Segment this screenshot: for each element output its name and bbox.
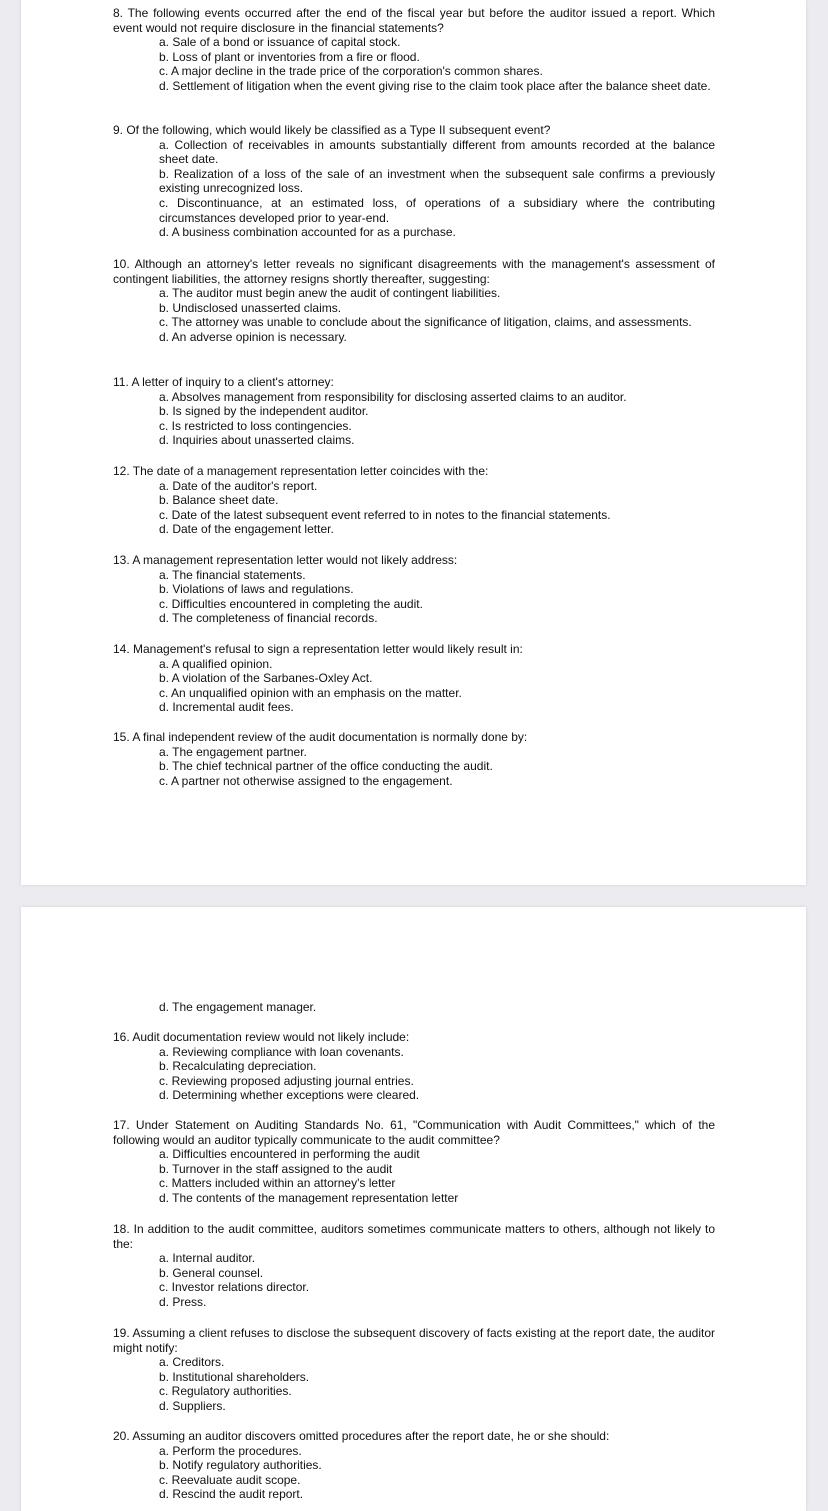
option-a: a. Collection of receivables in amounts substantially different from amounts recorded at the balance sheet date. bbox=[159, 137, 715, 167]
question-13 bbox=[113, 553, 715, 626]
option-b: b. The chief technical partner of the office conducting the audit. bbox=[159, 759, 493, 774]
option-c: c. A partner not otherwise assigned to the engagement. bbox=[159, 773, 453, 788]
answer-options bbox=[159, 35, 715, 93]
question-text: 9. Of the following, which would likely be classified as a Type II subsequent event? bbox=[113, 123, 551, 137]
question-20 bbox=[113, 1429, 715, 1502]
option-c: c. Discontinuance, at an estimated loss, of operations of a subsidiary where the contributing circumstances developed prior to year-end. bbox=[159, 195, 715, 225]
option-d: d. Determining whether exceptions were cleared. bbox=[159, 1088, 420, 1103]
option-a: a. The engagement partner. bbox=[159, 744, 307, 759]
question-text: 11. A letter of inquiry to a client's attorney: bbox=[113, 375, 334, 389]
answer-options bbox=[159, 1147, 715, 1205]
question-text: 17. Under Statement on Auditing Standards No. 61, "Communication with Audit Committees," which of the following would an auditor typically communicate to the audit committee? bbox=[113, 1118, 715, 1147]
question-19 bbox=[113, 1326, 715, 1414]
option-a: a. Internal auditor. bbox=[159, 1251, 256, 1266]
question-text: 16. Audit documentation review would not likely include: bbox=[113, 1030, 410, 1044]
question-15 bbox=[113, 730, 715, 788]
option-b: b. A violation of the Sarbanes-Oxley Act. bbox=[159, 671, 373, 686]
answer-options bbox=[159, 657, 715, 715]
answer-options bbox=[159, 479, 715, 537]
option-d: d. Inquiries about unasserted claims. bbox=[159, 433, 355, 448]
question-11 bbox=[113, 375, 715, 448]
question-text: 20. Assuming an auditor discovers omitted procedures after the report date, he or she should: bbox=[113, 1429, 610, 1443]
option-b: b. Institutional shareholders. bbox=[159, 1369, 310, 1384]
option-b: b. Balance sheet date. bbox=[159, 493, 279, 508]
question-text: 14. Management's refusal to sign a representation letter would likely result in: bbox=[113, 642, 523, 656]
question-17 bbox=[113, 1118, 715, 1206]
option-c: c. Is restricted to loss contingencies. bbox=[159, 418, 352, 433]
answer-options bbox=[159, 1355, 715, 1413]
option-a: a. Absolves management from responsibility for disclosing asserted claims to an auditor. bbox=[159, 389, 627, 404]
option-b: b. Is signed by the independent auditor. bbox=[159, 404, 369, 419]
answer-options bbox=[159, 1251, 715, 1309]
question-text: 8. The following events occurred after the end of the fiscal year but before the auditor issued a report. Which event would not require disclosure in the financial statements? bbox=[113, 6, 715, 35]
option-a: a. Date of the auditor's report. bbox=[159, 478, 318, 493]
question-text: 18. In addition to the audit committee, auditors sometimes communicate matters to others, although not likely to the: bbox=[113, 1222, 715, 1251]
option-d: d. Rescind the audit report. bbox=[159, 1487, 304, 1502]
option-d: d. Press. bbox=[159, 1294, 207, 1309]
answer-options bbox=[159, 390, 715, 448]
option-b: b. Realization of a loss of the sale of an investment when the subsequent sale confirms a previously existing unrecognized loss. bbox=[159, 166, 715, 196]
option-b: b. Notify regulatory authorities. bbox=[159, 1458, 322, 1473]
option-a: a. The auditor must begin anew the audit of contingent liabilities. bbox=[159, 286, 501, 301]
answer-options bbox=[159, 1045, 715, 1103]
option-d: d. The engagement manager. bbox=[159, 1000, 317, 1014]
option-b: b. Loss of plant or inventories from a fire or flood. bbox=[159, 49, 420, 64]
option-d: d. An adverse opinion is necessary. bbox=[159, 329, 347, 344]
document-page-1 bbox=[21, 0, 806, 885]
option-d: d. Incremental audit fees. bbox=[159, 700, 294, 715]
option-c: c. An unqualified opinion with an emphasis on the matter. bbox=[159, 685, 462, 700]
question-10 bbox=[113, 257, 715, 345]
question-16 bbox=[113, 1030, 715, 1103]
question-15-continued bbox=[113, 1000, 715, 1015]
option-c: c. Difficulties encountered in completing the audit. bbox=[159, 596, 423, 611]
option-d: d. Date of the engagement letter. bbox=[159, 522, 334, 537]
option-c: c. The attorney was unable to conclude about the significance of litigation, claims, and assessments. bbox=[159, 315, 692, 330]
question-9 bbox=[113, 123, 715, 240]
question-8 bbox=[113, 6, 715, 94]
option-a: a. The financial statements. bbox=[159, 567, 306, 582]
question-12 bbox=[113, 464, 715, 537]
answer-options bbox=[159, 286, 715, 344]
question-text: 19. Assuming a client refuses to disclose the subsequent discovery of facts existing at the report date, the auditor might notify: bbox=[113, 1326, 715, 1355]
question-14 bbox=[113, 642, 715, 715]
answer-options bbox=[159, 1444, 715, 1502]
question-text: 15. A final independent review of the audit documentation is normally done by: bbox=[113, 730, 528, 744]
option-c: c. Date of the latest subsequent event referred to in notes to the financial statements. bbox=[159, 507, 611, 522]
question-text: 12. The date of a management representation letter coincides with the: bbox=[113, 464, 489, 478]
question-text: 13. A management representation letter would not likely address: bbox=[113, 553, 458, 567]
option-b: b. Violations of laws and regulations. bbox=[159, 582, 354, 597]
option-b: b. Recalculating depreciation. bbox=[159, 1059, 317, 1074]
option-c: c. Investor relations director. bbox=[159, 1280, 310, 1295]
option-d: d. The contents of the management representation letter bbox=[159, 1190, 459, 1205]
option-c: c. Reevaluate audit scope. bbox=[159, 1472, 301, 1487]
answer-options bbox=[159, 138, 715, 240]
option-d: d. Suppliers. bbox=[159, 1398, 226, 1413]
option-d: d. Settlement of litigation when the event giving rise to the claim took place after the balance sheet date. bbox=[159, 78, 711, 93]
option-d: d. The completeness of financial records. bbox=[159, 611, 378, 626]
question-text: 10. Although an attorney's letter reveals no significant disagreements with the management's assessment of contingent liabilities, the attorney resigns shortly thereafter, suggesting: bbox=[113, 257, 715, 286]
option-a: a. Reviewing compliance with loan covenants. bbox=[159, 1044, 404, 1059]
answer-options bbox=[159, 1000, 715, 1015]
option-c: c. Matters included within an attorney's letter bbox=[159, 1176, 396, 1191]
option-a: a. Perform the procedures. bbox=[159, 1443, 302, 1458]
question-18 bbox=[113, 1222, 715, 1310]
option-b: b. Undisclosed unasserted claims. bbox=[159, 300, 342, 315]
option-a: a. Creditors. bbox=[159, 1355, 225, 1370]
option-b: b. Turnover in the staff assigned to the audit bbox=[159, 1161, 393, 1176]
document-page-2 bbox=[21, 907, 806, 1511]
option-b: b. General counsel. bbox=[159, 1265, 264, 1280]
option-a: a. A qualified opinion. bbox=[159, 656, 273, 671]
option-c: c. A major decline in the trade price of the corporation's common shares. bbox=[159, 64, 543, 79]
answer-options bbox=[159, 745, 715, 789]
option-d: d. A business combination accounted for as a purchase. bbox=[159, 225, 456, 240]
option-c: c. Regulatory authorities. bbox=[159, 1384, 292, 1399]
answer-options bbox=[159, 568, 715, 626]
option-a: a. Sale of a bond or issuance of capital stock. bbox=[159, 35, 401, 50]
option-a: a. Difficulties encountered in performing the audit bbox=[159, 1147, 420, 1162]
option-c: c. Reviewing proposed adjusting journal entries. bbox=[159, 1073, 414, 1088]
